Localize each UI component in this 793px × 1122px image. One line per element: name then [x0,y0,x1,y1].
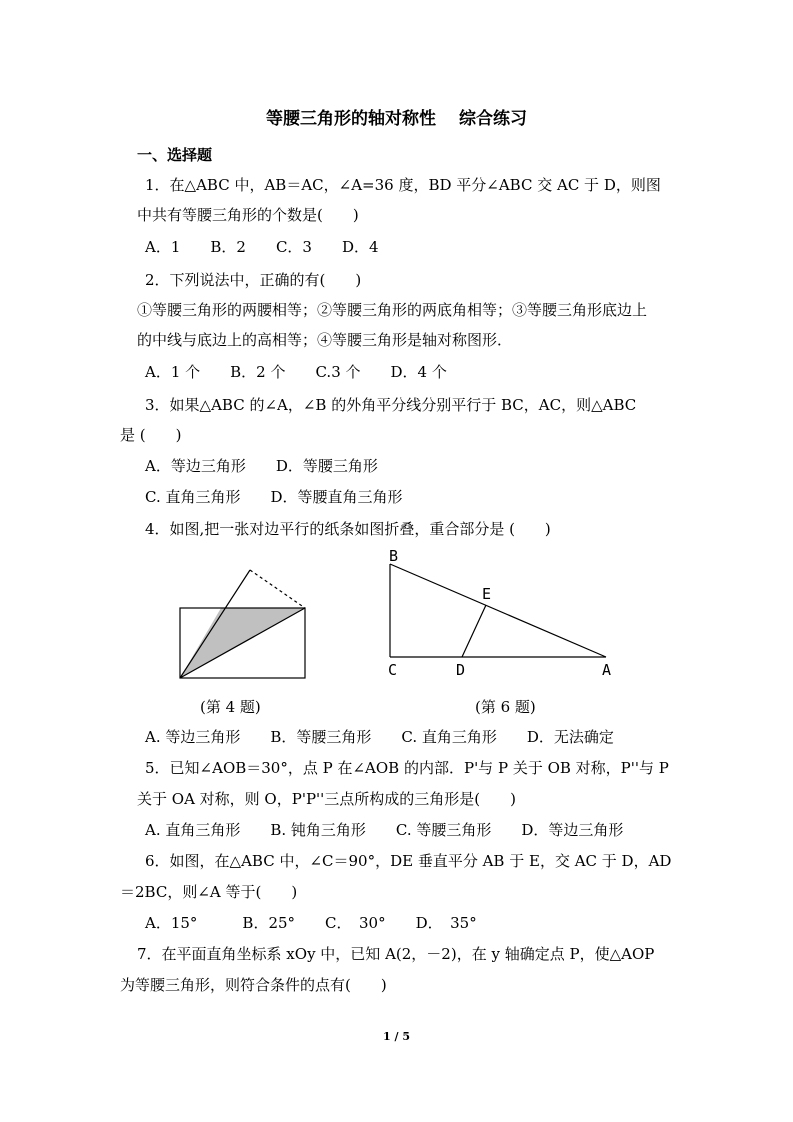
question-5-line-1: 5．已知∠AOB＝30°，点 P 在∠AOB 的内部．P'与 P 关于 OB 对称，P''与 P [145,759,669,777]
figure-6-triangle [380,545,620,685]
page-title: 等腰三角形的轴对称性 综合练习 [266,109,527,129]
question-5-line-2: 关于 OA 对称，则 O，P'P''三点所构成的三角形是( ) [137,790,516,808]
question-2-line-3: 的中线与底边上的高相等；④等腰三角形是轴对称图形． [137,331,513,349]
question-1-line-1: 1．在△ABC 中，AB＝AC，∠A=36 度，BD 平分∠ABC 交 AC 于 D，则图 [145,176,661,194]
question-3-line-1: 3．如果△ABC 的∠A，∠B 的外角平分线分别平行于 BC，AC，则△ABC [145,396,637,414]
question-7-line-2: 为等腰三角形，则符合条件的点有( ) [120,976,387,994]
question-4-line-1: 4．如图,把一张对边平行的纸条如图折叠，重合部分是 ( ) [145,520,551,538]
question-3-options-1: A．等边三角形 D．等腰三角形 [145,457,378,475]
label-e: E [482,585,492,603]
figure-4-folded-strip [170,560,320,685]
figure-6-caption: (第 6 题) [475,698,536,716]
question-2-line-1: 2．下列说法中，正确的有( ) [145,271,362,289]
label-d: D [456,661,466,679]
question-5-options: A. 直角三角形 B. 钝角三角形 C. 等腰三角形 D．等边三角形 [145,821,624,839]
question-6-line-2: ＝2BC，则∠A 等于( ) [120,883,298,901]
label-c: C [388,661,398,679]
question-2-line-2: ①等腰三角形的两腰相等；②等腰三角形的两底角相等；③等腰三角形底边上 [137,301,648,319]
question-6-line-1: 6．如图，在△ABC 中，∠C＝90°，DE 垂直平分 AB 于 E，交 AC 于 D，AD [145,852,672,870]
folded-edge-dashed [250,570,305,608]
question-7-line-1: 7．在平面直角坐标系 xOy 中，已知 A(2，－2)，在 y 轴确定点 P，使△AOP [137,945,655,963]
question-2-options: A．1 个 B．2 个 C.3 个 D．4 个 [145,363,447,381]
page-number: 1 / 5 [383,1030,410,1043]
question-6-options: A．15° B．25° C． 30° D． 35° [145,914,477,932]
section-heading: 一、选择题 [137,146,213,164]
question-1-line-2: 中共有等腰三角形的个数是( ) [137,206,359,224]
question-3-options-2: C. 直角三角形 D．等腰直角三角形 [145,488,403,506]
figure-4-caption: (第 4 题) [200,698,261,716]
label-a: A [602,661,612,679]
question-4-options: A. 等边三角形 B．等腰三角形 C. 直角三角形 D．无法确定 [145,728,614,746]
label-b: B [389,547,399,565]
side-ab [390,564,606,657]
segment-de [462,605,486,657]
question-3-line-2: 是 ( ) [120,426,182,444]
question-1-options: A．1 B．2 C．3 D．4 [145,238,379,256]
